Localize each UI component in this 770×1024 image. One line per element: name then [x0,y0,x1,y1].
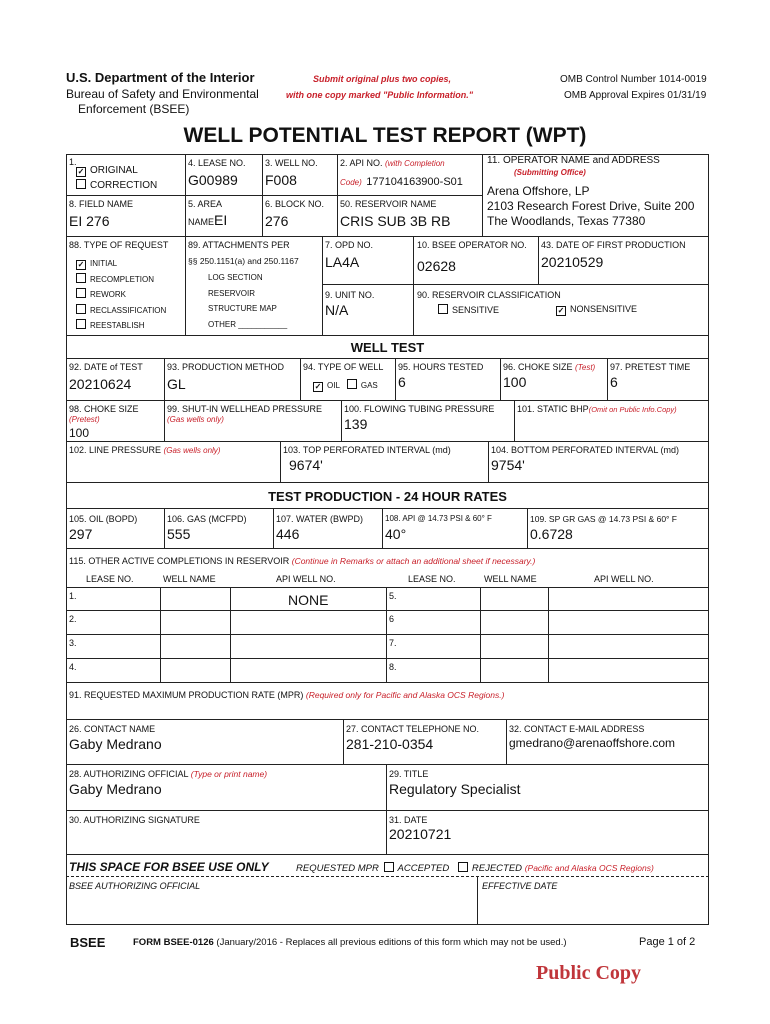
request-reestablish-checkbox[interactable]: REESTABLISH [76,318,166,334]
contact-name-value[interactable]: Gaby Medrano [69,736,162,752]
attachment-reservoir[interactable]: RESERVOIR [208,288,255,298]
authorizing-official-label: 28. AUTHORIZING OFFICIAL (Type or print name) [69,769,268,779]
well-test-heading: WELL TEST [350,340,425,355]
reservoir-class-label: 90. RESERVOIR CLASSIFICATION [417,290,561,300]
nonsensitive-checkbox[interactable]: ✓ NONSENSITIVE [557,304,638,315]
mpr-rejected-checkbox[interactable]: REJECTED [458,863,522,874]
flowing-tubing-pressure-label: 100. FLOWING TUBING PRESSURE [344,404,495,414]
operator-label: 11. OPERATOR NAME and ADDRESS [487,155,660,166]
sp-gr-gas-label: 109. SP GR GAS @ 14.73 PSI & 60° F [530,514,677,524]
area-field[interactable]: NAMEEI [188,212,228,228]
none-value: NONE [288,592,329,608]
page-number: Page 1 of 2 [639,936,696,948]
request-rework-checkbox[interactable]: REWORK [76,287,166,303]
area-value: EI [214,212,228,228]
type-of-well-label: 94. TYPE OF WELL [303,362,384,372]
agency-name: U.S. Department of the Interior [66,70,255,85]
type-of-well-options [313,379,378,392]
well-no-label: 3. WELL NO. [265,158,318,168]
line-pressure-label: 102. LINE PRESSURE (Gas wells only) [69,445,221,455]
choke-size-pretest-label: 98. CHOKE SIZE [69,404,139,414]
attachments-regulation: §§ 250.1151(a) and 250.1167 [188,256,299,266]
effective-date-label: EFFECTIVE DATE [482,881,558,891]
sp-gr-gas-value[interactable]: 0.6728 [530,526,573,542]
unit-no-label: 9. UNIT NO. [325,290,375,300]
api-gravity-value[interactable]: 40° [385,526,407,542]
water-bwpd-label: 107. WATER (BWPD) [276,514,364,524]
hours-tested-label: 95. HOURS TESTED [398,362,484,372]
table-row-4[interactable]: 4. [69,662,77,672]
title-value[interactable]: Regulatory Specialist [389,781,521,797]
operator-name[interactable]: Arena Offshore, LP [487,184,590,198]
bsee-operator-no-label: 10. BSEE OPERATOR NO. [417,240,527,250]
opd-no-value[interactable]: LA4A [325,254,360,270]
check-icon: ✓ [77,167,85,176]
api-no-field[interactable]: Code) 177104163900-S01 [340,176,463,188]
lease-no-label: 4. LEASE NO. [188,158,246,168]
type-of-request-label: 88. TYPE OF REQUEST [69,240,169,250]
choke-size-test-label: 96. CHOKE SIZE (Test) [503,362,596,372]
lease-no-value[interactable]: G00989 [188,172,238,188]
gas-mcfpd-label: 106. GAS (MCFPD) [167,514,247,524]
field-1-number: 1. [69,157,77,167]
date-label: 31. DATE [389,815,428,825]
attachment-other[interactable]: OTHER ___________ [208,319,288,329]
api-no-value: 177104163900-S01 [366,176,463,188]
table-row-7[interactable]: 7. [389,638,397,648]
pretest-time-label: 97. PRETEST TIME [610,362,691,372]
date-of-test-label: 92. DATE of TEST [69,362,143,372]
attachments-label: 89. ATTACHMENTS PER [188,240,290,250]
other-completions-label: 115. OTHER ACTIVE COMPLETIONS IN RESERVOIR (Continue in Remarks or attach an additional sheet if necessary.) [69,556,536,566]
bsee-use-title: THIS SPACE FOR BSEE USE ONLY [69,860,269,874]
block-no-label: 6. BLOCK NO. [265,199,325,209]
production-method-label: 93. PRODUCTION METHOD [167,362,285,372]
test-production-heading: TEST PRODUCTION - 24 HOUR RATES [268,489,507,504]
col-lease-no-left: LEASE NO. [86,574,134,584]
operator-address-1[interactable]: 2103 Research Forest Drive, Suite 200 [487,199,695,213]
request-initial-checkbox[interactable]: ✓ INITIAL [77,259,118,269]
title-label: 29. TITLE [389,769,429,779]
production-method-value[interactable]: GL [167,376,186,392]
signature-label: 30. AUTHORIZING SIGNATURE [69,815,200,825]
top-perf-interval-value[interactable]: 9674' [289,457,323,473]
first-production-value[interactable]: 20210529 [541,254,604,270]
submit-instruction-1: Submit original plus two copies, [313,74,452,84]
table-row-1[interactable]: 1. [69,591,77,601]
table-row-2[interactable]: 2. [69,614,77,624]
public-copy-stamp: Public Copy [536,962,642,984]
bsee-mpr-options: REQUESTED MPR ACCEPTED REJECTED (Pacific and Alaska OCS Regions) [296,863,654,874]
first-production-label: 43. DATE OF FIRST PRODUCTION [541,240,686,250]
choke-size-pretest-value[interactable]: 100 [69,426,90,440]
col-well-name-left: WELL NAME [163,574,216,584]
type-of-request-options [76,256,166,334]
date-of-test-value[interactable]: 20210624 [69,376,132,392]
correction-checkbox[interactable]: CORRECTION [76,179,157,191]
field-name-value[interactable]: EI 276 [69,213,110,229]
operator-note: (Submitting Office) [514,168,586,177]
top-perf-interval-label: 103. TOP PERFORATED INTERVAL (md) [283,445,451,455]
pretest-time-value[interactable]: 6 [610,374,618,390]
bottom-perf-interval-value[interactable]: 9754' [491,457,525,473]
contact-email-label: 32. CONTACT E-MAIL ADDRESS [509,724,645,734]
block-no-value[interactable]: 276 [265,213,289,229]
omb-control-number: OMB Control Number 1014-0019 [560,74,707,85]
oil-bopd-label: 105. OIL (BOPD) [69,514,138,524]
oil-bopd-value[interactable]: 297 [69,526,93,542]
table-row-5[interactable]: 5. [389,591,397,601]
api-gravity-label: 108. API @ 14.73 PSI & 60° F [385,514,492,523]
api-no-label: 2. API NO. (with Completion [340,158,445,168]
bsee-authorizing-official-label: BSEE AUTHORIZING OFFICIAL [69,881,201,891]
signature-field[interactable] [69,826,379,852]
request-recompletion-checkbox[interactable]: RECOMPLETION [76,272,166,288]
form-title: WELL POTENTIAL TEST REPORT (WPT) [183,124,587,147]
original-checkbox[interactable]: ✓ ORIGINAL [77,165,138,176]
date-value[interactable]: 20210721 [389,826,452,842]
operator-address-2[interactable]: The Woodlands, Texas 77380 [487,214,646,228]
sensitive-checkbox[interactable]: SENSITIVE [438,304,499,315]
col-api-well-no-right: API WELL NO. [594,574,654,584]
col-api-well-no-left: API WELL NO. [276,574,336,584]
table-row-6[interactable]: 6 [389,614,395,624]
hours-tested-value[interactable]: 6 [398,374,406,390]
authorizing-official-value[interactable]: Gaby Medrano [69,781,162,797]
request-reclassification-checkbox[interactable]: RECLASSIFICATION [76,303,166,319]
shut-in-pressure-label: 99. SHUT-IN WELLHEAD PRESSURE [167,404,323,414]
opd-no-label: 7. OPD NO. [325,240,374,250]
footer-form-info: FORM BSEE-0126 (January/2016 - Replaces all previous editions of this form which may not be used.) [133,937,567,948]
col-well-name-right: WELL NAME [484,574,537,584]
contact-phone-value[interactable]: 281-210-0354 [346,736,434,752]
attachment-structure-map[interactable]: STRUCTURE MAP [208,304,277,313]
attachments-options [208,270,287,332]
table-row-3[interactable]: 3. [69,638,77,648]
shut-in-pressure-note: (Gas wells only) [167,415,224,424]
footer-bsee-logo: BSEE [70,935,106,950]
reservoir-name-value[interactable]: CRIS SUB 3B RB [340,213,451,229]
choke-size-pretest-note: (Pretest) [69,415,100,424]
table-row-8[interactable]: 8. [389,662,397,672]
gas-mcfpd-value[interactable]: 555 [167,526,191,542]
unit-no-value[interactable]: N/A [325,302,349,318]
bottom-perf-interval-label: 104. BOTTOM PERFORATED INTERVAL (md) [491,445,680,455]
reservoir-name-label: 50. RESERVOIR NAME [340,199,437,209]
choke-size-test-value[interactable]: 100 [503,374,527,390]
bureau-line-1: Bureau of Safety and Environmental [66,87,259,101]
attachment-log-section[interactable]: LOG SECTION [208,273,263,282]
bsee-operator-no-value[interactable]: 02628 [417,258,456,274]
field-name-label: 8. FIELD NAME [69,199,134,209]
contact-name-label: 26. CONTACT NAME [69,724,156,734]
contact-email-value[interactable]: gmedrano@arenaoffshore.com [509,736,676,750]
submit-instruction-2: with one copy marked "Public Information." [286,90,474,100]
well-type-oil-checkbox[interactable]: ✓ OIL [314,381,340,391]
well-no-value[interactable]: F008 [265,172,297,188]
col-lease-no-right: LEASE NO. [408,574,456,584]
mpr-accepted-checkbox[interactable]: ACCEPTED [382,863,450,874]
area-label: 5. AREA [188,199,223,209]
bureau-line-2: Enforcement (BSEE) [78,102,190,116]
static-bhp-label: 101. STATIC BHP(Omit on Public Info.Copy) [517,404,677,414]
water-bwpd-value[interactable]: 446 [276,526,300,542]
omb-expiration: OMB Approval Expires 01/31/19 [564,90,707,101]
contact-phone-label: 27. CONTACT TELEPHONE NO. [346,724,480,734]
requested-mpr-label: 91. REQUESTED MAXIMUM PRODUCTION RATE (MPR) (Required only for Pacific and Alaska OCS Regions.) [69,690,505,700]
well-type-gas-checkbox[interactable]: GAS [347,381,378,390]
flowing-tubing-pressure-value[interactable]: 139 [344,416,368,432]
